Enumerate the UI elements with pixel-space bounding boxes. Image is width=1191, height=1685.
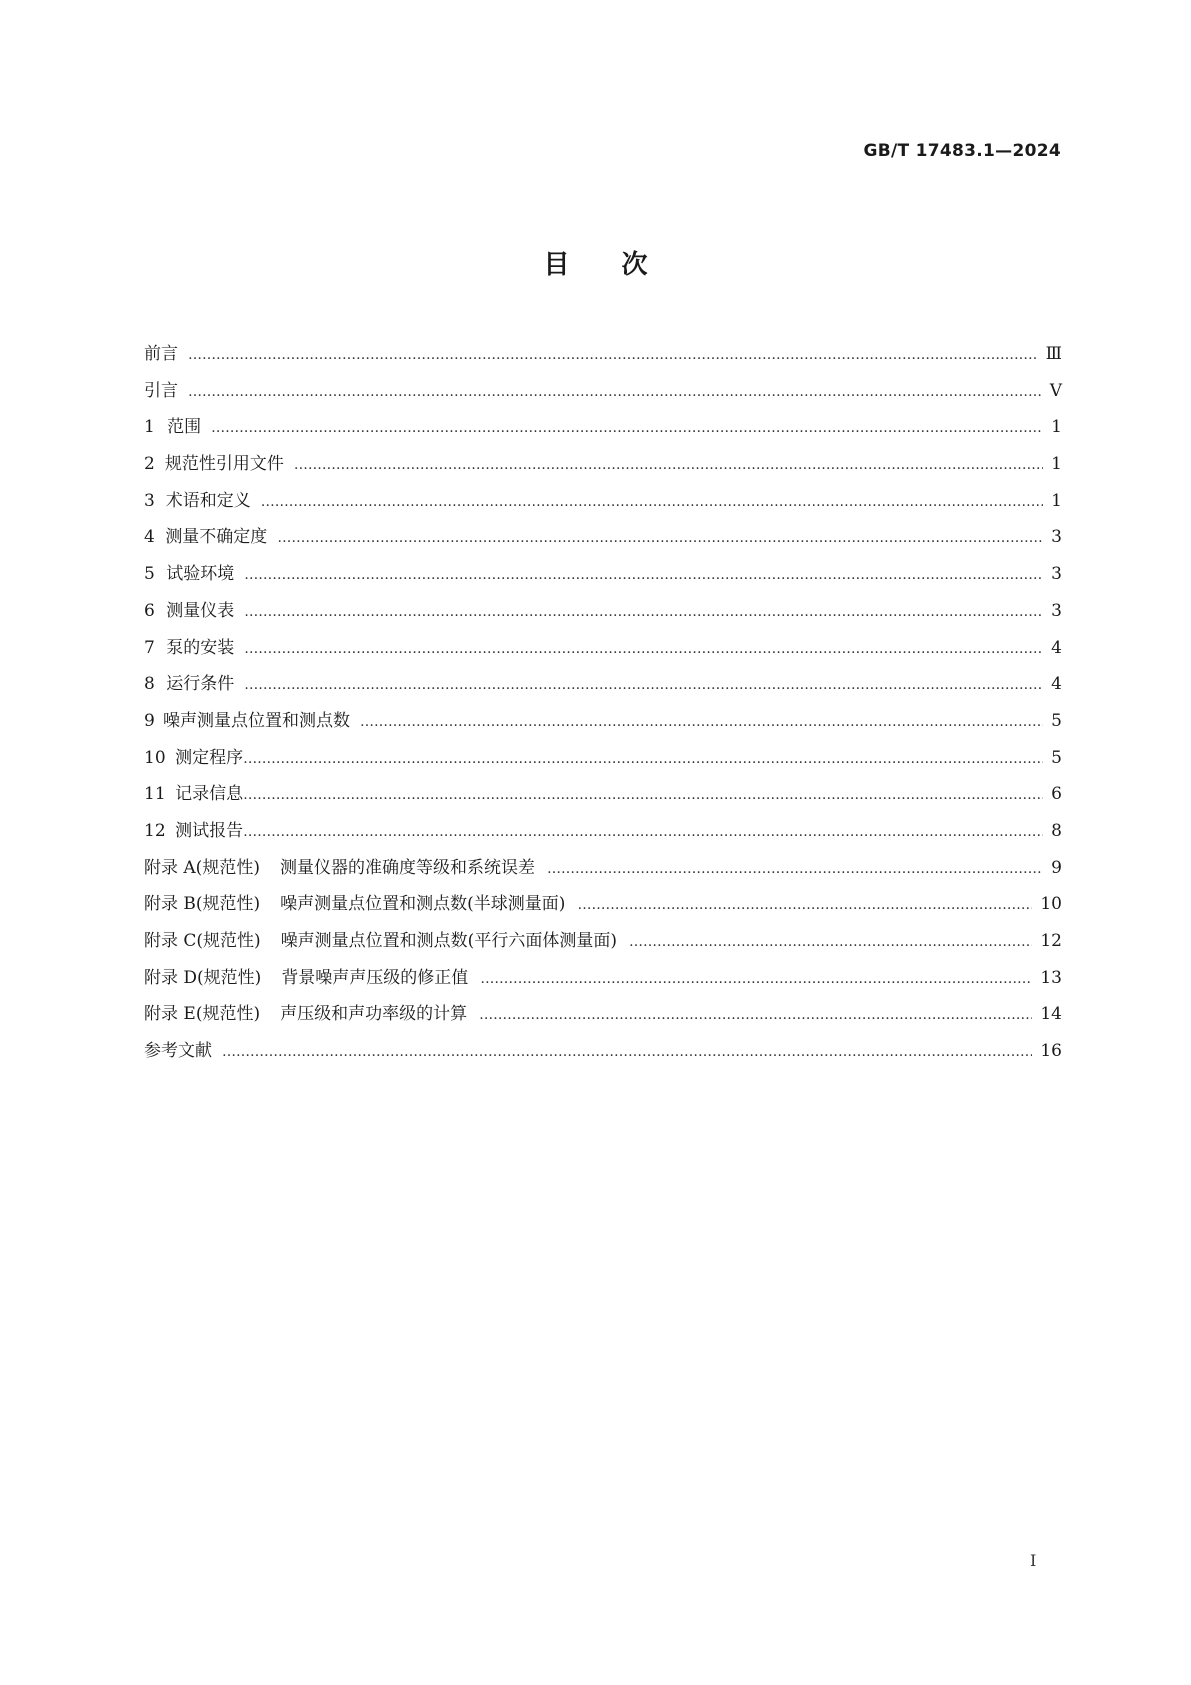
toc-entry-label: 测定程序 (175, 747, 244, 768)
toc-dot-leader (188, 384, 1042, 400)
toc-entry-test-report[interactable] (144, 816, 1062, 853)
toc-entry-page: 3 (1051, 600, 1062, 621)
toc-entry-label: 运行条件 (166, 674, 235, 695)
toc-entry-page: 1 (1051, 417, 1062, 438)
table-of-contents (144, 339, 1062, 1073)
toc-entry-page: 1 (1051, 490, 1062, 511)
toc-dot-leader (188, 347, 1038, 363)
toc-entry-page: 9 (1051, 857, 1062, 878)
toc-entry-test-procedure[interactable] (144, 743, 1062, 780)
toc-entry-annex-b[interactable] (144, 889, 1062, 926)
toc-entry-label: 测量不确定度 (165, 527, 268, 548)
toc-entry-page: 13 (1040, 967, 1062, 988)
toc-entry-page: 14 (1040, 1004, 1062, 1025)
toc-entry-pump-installation[interactable] (144, 633, 1062, 670)
toc-entry-subtitle: 噪声测量点位置和测点数(平行六面体测量面) (280, 931, 617, 951)
toc-entry-measurement-points[interactable] (144, 706, 1062, 743)
toc-entry-page: 8 (1051, 820, 1062, 841)
toc-entry-label: 噪声测量点位置和测点数 (163, 710, 351, 731)
toc-entry-number: 11 (144, 784, 166, 805)
toc-entry-number: 6 (144, 600, 155, 621)
toc-dot-leader (360, 714, 1043, 730)
toc-dot-leader (244, 604, 1043, 620)
toc-dot-leader (479, 1007, 1032, 1023)
toc-dot-leader (547, 861, 1043, 877)
toc-entry-information-recorded[interactable] (144, 779, 1062, 816)
toc-entry-number: 10 (144, 747, 166, 768)
toc-entry-page: Ⅴ (1049, 380, 1062, 401)
toc-dot-leader (480, 971, 1032, 987)
toc-entry-number: 3 (144, 490, 155, 511)
toc-entry-annex-d[interactable] (144, 963, 1062, 1000)
toc-entry-page: 16 (1040, 1041, 1062, 1062)
toc-entry-bibliography[interactable] (144, 1036, 1062, 1073)
toc-entry-subtitle: 测量仪器的准确度等级和系统误差 (279, 857, 535, 878)
toc-entry-number: 7 (144, 637, 155, 658)
toc-entry-label: 范围 (167, 417, 202, 438)
toc-dot-leader (222, 1044, 1032, 1060)
toc-entry-subtitle: 声压级和声功率级的计算 (280, 1004, 468, 1025)
toc-entry-label: 记录信息 (175, 784, 244, 805)
toc-entry-number: 4 (144, 527, 155, 548)
toc-entry-page: 5 (1051, 710, 1062, 731)
standard-number: GB/T 17483.1—2024 (863, 141, 1061, 161)
toc-dot-leader (629, 934, 1032, 950)
toc-entry-test-environment[interactable] (144, 559, 1062, 596)
toc-entry-label: 前言 (144, 344, 178, 364)
toc-entry-number: 9 (144, 710, 155, 731)
toc-entry-label: 术语和定义 (165, 490, 251, 511)
toc-entry-number: 1 (144, 417, 155, 438)
toc-entry-page: 1 (1051, 454, 1062, 475)
toc-entry-label: 引言 (144, 380, 178, 401)
toc-entry-scope[interactable] (144, 412, 1062, 449)
toc-entry-annex-a[interactable] (144, 853, 1062, 890)
toc-entry-introduction[interactable] (144, 376, 1062, 413)
toc-entry-label: 测试报告 (175, 820, 244, 841)
toc-entry-operating-conditions[interactable] (144, 669, 1062, 706)
toc-dot-leader (244, 641, 1043, 657)
toc-entry-page: 3 (1051, 564, 1062, 585)
toc-entry-instrumentation[interactable] (144, 596, 1062, 633)
toc-entry-page: 5 (1051, 747, 1062, 768)
toc-entry-label: 测量仪表 (166, 600, 235, 621)
page-title: 目次 (543, 250, 700, 280)
toc-dot-leader (261, 494, 1043, 510)
toc-entry-subtitle: 背景噪声声压级的修正值 (281, 967, 469, 988)
toc-dot-leader (211, 420, 1043, 436)
toc-entry-page: 6 (1051, 784, 1062, 805)
toc-dot-leader (277, 530, 1043, 546)
toc-entry-page: 4 (1051, 674, 1062, 695)
toc-dot-leader (294, 457, 1043, 473)
toc-entry-label: 附录 E(规范性) (144, 1004, 261, 1025)
toc-entry-label: 试验环境 (166, 564, 235, 585)
toc-entry-label: 参考文献 (144, 1041, 212, 1062)
toc-entry-number: 5 (144, 564, 155, 585)
toc-entry-label: 附录 D(规范性) (144, 967, 262, 988)
toc-entry-label: 泵的安装 (166, 637, 235, 658)
toc-entry-page: 10 (1040, 894, 1062, 915)
toc-entry-number: 12 (144, 820, 166, 841)
toc-entry-label: 附录 C(规范性) (144, 931, 261, 951)
toc-entry-label: 附录 A(规范性) (144, 857, 260, 878)
toc-entry-normative-references[interactable] (144, 449, 1062, 486)
toc-entry-foreword[interactable] (144, 339, 1062, 376)
toc-dot-leader (577, 897, 1032, 913)
page-number: Ⅰ (1030, 1551, 1037, 1570)
toc-entry-terms-definitions[interactable] (144, 486, 1062, 523)
toc-entry-label: 规范性引用文件 (164, 454, 284, 475)
toc-dot-leader (244, 677, 1043, 693)
toc-dot-leader (244, 567, 1043, 583)
toc-dot-leader (243, 824, 1043, 840)
toc-entry-page: 3 (1051, 527, 1062, 548)
toc-entry-measurement-uncertainty[interactable] (144, 522, 1062, 559)
toc-entry-page: 4 (1051, 637, 1062, 658)
toc-entry-label: 附录 B(规范性) (144, 894, 261, 915)
toc-entry-page: 12 (1040, 931, 1062, 951)
toc-dot-leader (243, 787, 1043, 803)
toc-entry-number: 2 (144, 454, 155, 475)
toc-entry-number: 8 (144, 674, 155, 695)
toc-entry-annex-e[interactable] (144, 999, 1062, 1036)
toc-entry-page: Ⅲ (1045, 344, 1062, 364)
toc-entry-annex-c[interactable] (144, 926, 1062, 963)
toc-entry-subtitle: 噪声测量点位置和测点数(半球测量面) (280, 894, 566, 915)
toc-dot-leader (243, 751, 1043, 767)
